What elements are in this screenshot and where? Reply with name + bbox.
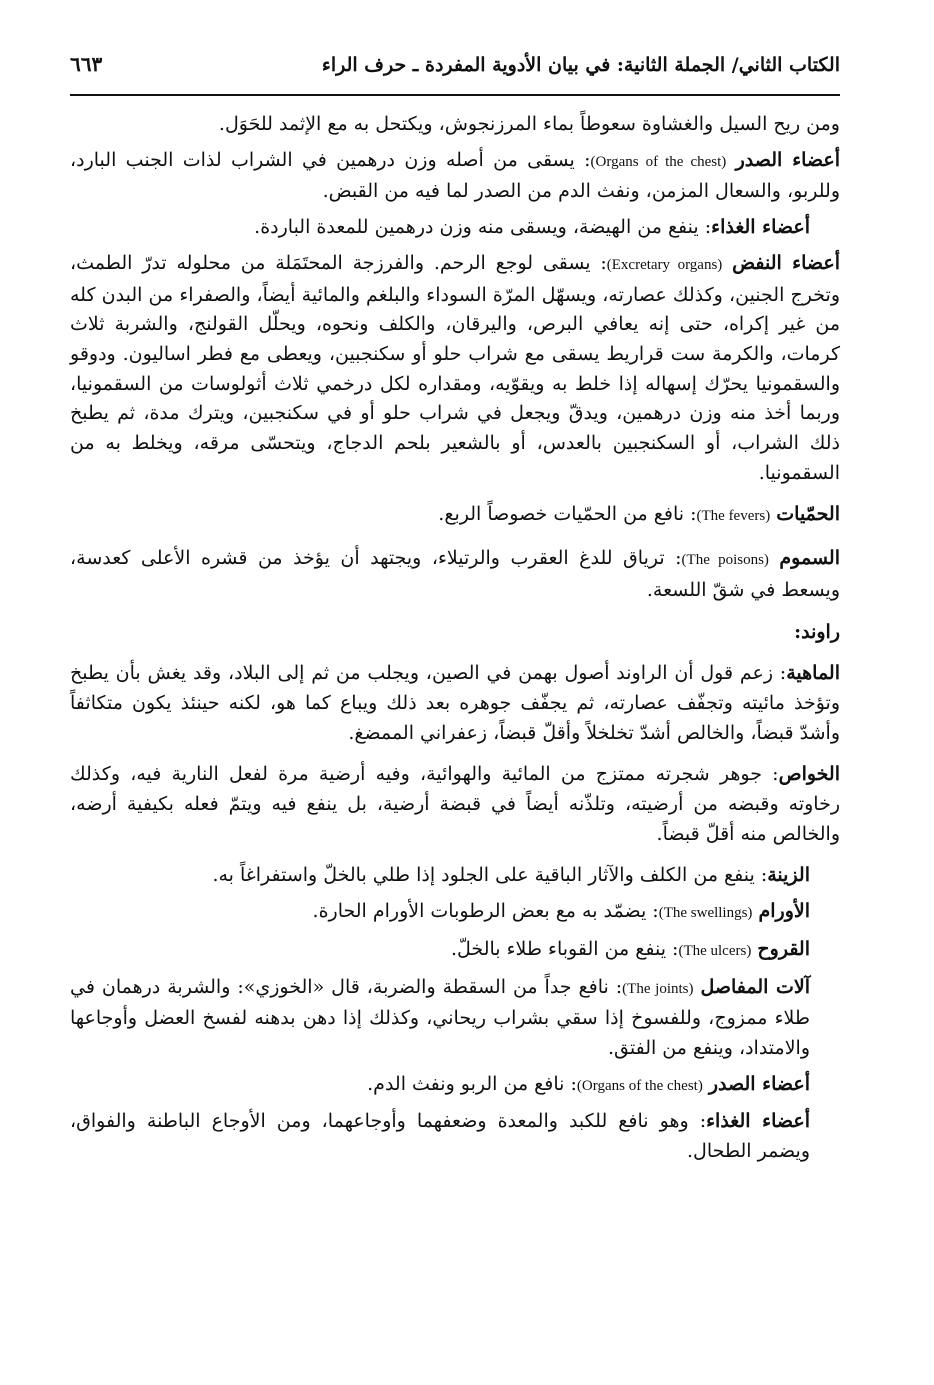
- paragraph-text: : نافع من الربو ونفث الدم.: [367, 1072, 577, 1095]
- paragraph: [70, 500, 840, 532]
- paragraph: [70, 935, 840, 967]
- paragraph: [70, 897, 840, 929]
- paragraph-text: : ينفع من القوباء طلاء بالخلّ.: [451, 937, 679, 960]
- entry-term: أعضاء الغذاء: [711, 216, 810, 239]
- paragraph-text: : يسقى لوجع الرحم. والفرزجة المحتَمَلة من محلوله تدرّ الطمث، وتخرج الجنين، وكذلك عصارته، ويسهّل المرّة السوداء والبلغم والمائية أيضاً، والصفراء من البدن كله من غير إكراه، حتى إنه يعافي البرص، واليرقان، والكلف ونحوه، ويحلّل القولنج، والشربة ثلاث كرمات، والكرمة ست قراريط يسقى مع شراب حلو أو سكنجبين، ويعطى مع فطر اساليون. ودوقو والسقمونيا يحرّك إسهاله إذا خلط به ويقوّيه، ومقداره لكل درخمي ثلاث أثولوسات من السقمونيا، وربما أخذ منه وزن درهمين، ويدقّ ويجعل في شراب حلو أو في سكنجبين، ويترك مدة، ثم يطبخ ذلك الشراب، أو السكنجبين بالعدس، أو بالشعير بلحم الدجاج، ويتحسّى مرقه، ويخلط به من السقمونيا.: [70, 251, 840, 484]
- header-rule: [70, 94, 840, 96]
- english-term: (Organs of the chest): [576, 1077, 703, 1094]
- paragraph-text: : ينفع من الكلف والآثار الباقية على الجلود إذا طلي بالخلّ واستفراغاً به.: [212, 864, 768, 887]
- entry-term: آلات المفاصل: [700, 975, 810, 998]
- paragraph: [70, 973, 840, 1064]
- paragraph-text: : جوهر شجرته ممتزج من المائية والهوائية، وفيه أرضية مرة لفعل النارية فيه، وكذلك رخاوته وقبضه من أرضيته، وتلذّنه أيضاً في قبضة أرضية، بل ينفع فيه ويتمّ فعله بكيفية أرضه، والخالص منه أقلّ قبضاً.: [70, 763, 840, 845]
- entry-term: الزينة: [767, 864, 810, 887]
- paragraph: [70, 249, 840, 489]
- paragraph-text: : ترياق للدغ العقرب والرتيلاء، ويجتهد أن يؤخذ من قشره الأعلى كعدسة، ويسعط في شقّ اللسعة.: [70, 547, 840, 601]
- entry-term: أعضاء النفض: [732, 251, 840, 274]
- english-term: (The swellings): [658, 905, 753, 922]
- entry-term: القروح: [757, 937, 810, 960]
- paragraph: [70, 861, 840, 891]
- entry-term: الخواص: [778, 763, 840, 786]
- header-title: الكتاب الثاني/ الجملة الثانية: في بيان الأدوية المفردة ـ حرف الراء: [321, 54, 840, 76]
- paragraph: [70, 1070, 840, 1102]
- entry-term: الماهية: [786, 662, 840, 685]
- paragraph: [70, 110, 840, 140]
- paragraph: [70, 213, 840, 243]
- paragraph-text: : نافع جداً من السقطة والضربة، قال «الخوزي»: والشربة درهمان في طلاء ممزوج، وللفسوخ إذا سقي بشراب ريحاني، وكذلك إذا دهن بدهنه لفسخ العضل وأوجاعها والامتداد، وينفع من الفتق.: [70, 975, 810, 1059]
- english-term: (The fevers): [696, 508, 771, 525]
- paragraph-text: ومن ريح السيل والغشاوة سعوطاً بماء المرزنجوش، ويكتحل به مع الإثمد للحَوَل.: [218, 113, 840, 135]
- entry-term: أعضاء الغذاء: [706, 1110, 810, 1133]
- paragraph: [70, 659, 840, 748]
- paragraph: [70, 544, 840, 605]
- paragraph-text: : يضمّد به مع بعض الرطوبات الأورام الحارة.: [312, 900, 659, 923]
- entry-term: أعضاء الصدر: [708, 1072, 810, 1095]
- section-title: راوند:: [794, 620, 840, 643]
- paragraph: [70, 146, 840, 207]
- page-body: [70, 110, 840, 1167]
- paragraph: [70, 760, 840, 849]
- paragraph-text: : نافع من الحمّيات خصوصاً الربع.: [438, 503, 697, 526]
- section-heading: [70, 618, 840, 648]
- english-term: (Organs of the chest): [590, 153, 727, 170]
- english-term: (The ulcers): [678, 942, 752, 959]
- book-page: [70, 52, 840, 1173]
- paragraph-text: : وهو نافع للكبد والمعدة وضعفهما وأوجاعهما، ومن الأوجاع الباطنة والفواق، ويضمر الطحال.: [70, 1110, 810, 1163]
- entry-term: السموم: [779, 547, 840, 570]
- page-number: ٦٦٣: [70, 52, 103, 76]
- english-term: (The joints): [622, 980, 694, 997]
- entry-term: الأورام: [758, 900, 810, 923]
- entry-term: أعضاء الصدر: [735, 148, 841, 171]
- paragraph-text: : يسقى من أصله وزن درهمين في الشراب لذات الجنب البارد، وللربو، والسعال المزمن، ونفث الدم من الصدر لما فيه من القبض.: [70, 148, 840, 203]
- running-header: [70, 52, 840, 92]
- english-term: (The poisons): [681, 552, 769, 569]
- entry-term: الحمّيات: [776, 503, 840, 526]
- paragraph-text: : ينفع من الهيضة، ويسقى منه وزن درهمين للمعدة الباردة.: [254, 216, 712, 239]
- paragraph: [70, 1107, 840, 1166]
- english-term: (Excretary organs): [606, 256, 723, 273]
- paragraph-text: : زعم قول أن الراوند أصول بهمن في الصين، ويجلب من ثم إلى البلاد، وقد يغش بأن يطبخ وتؤخذ مائيته وتجفّف عصارته، ثم يجفّف جوهره بعد ذلك ويباع كما هو، لكنه حينئذ يكون متكاثفاً وأشدّ قبضاً، والخالص أشدّ تخلخلاً وأقلّ قبضاً، زعفراني الممضغ.: [70, 662, 840, 744]
